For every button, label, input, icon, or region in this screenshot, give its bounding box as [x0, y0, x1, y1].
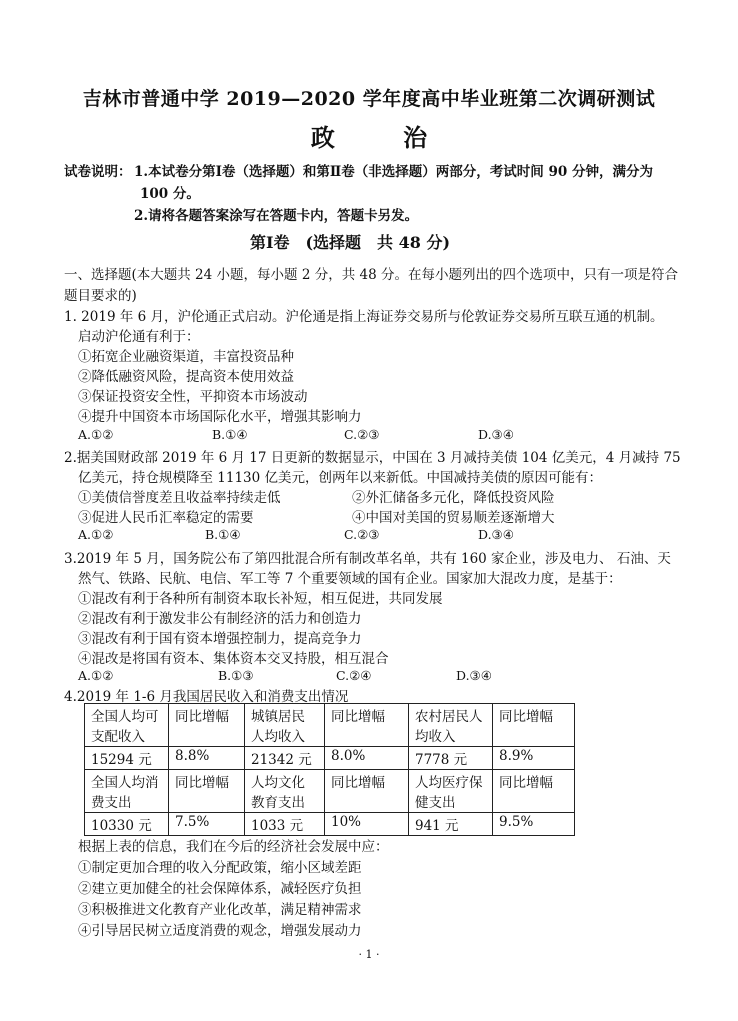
table-cell: 农村居民人均收入 [409, 704, 493, 747]
q3-option-a: A.①② [78, 668, 114, 683]
q2-item: ③促进人民币汇率稳定的需要 [78, 510, 254, 526]
q2-option-c: C.②③ [344, 527, 380, 542]
table-row [85, 770, 575, 813]
q4-item: ④引导居民树立适度消费的观念，增强发展动力 [78, 923, 362, 939]
q1-stem-cont: 启动沪伦通有利于： [78, 329, 200, 345]
q1-option-d: D.③④ [478, 427, 514, 442]
q3-stem-cont: 然气、铁路、民航、电信、军工等 7 个重要领域的国有企业。国家加大混改力度，是基于： [78, 571, 622, 587]
table-cell: 9.5% [493, 813, 575, 836]
table-cell: 7778 元 [409, 747, 493, 770]
q1-item: ③保证投资安全性，平抑资本市场波动 [78, 389, 308, 405]
q2-stem: 2.据美国财政部 2019 年 6 月 17 日更新的数据显示，中国在 3 月减持美债 104 亿美元，4 月减持 75 [64, 450, 681, 466]
table-cell: 人均医疗保健支出 [409, 770, 493, 813]
q4-stem: 4.2019 年 1-6 月我国居民收入和消费支出情况 [64, 689, 349, 705]
q3-item: ④混改是将国有资本、集体资本交叉持股，相互混合 [78, 651, 389, 667]
q2-option-a: A.①② [78, 527, 114, 542]
table-cell: 1033 元 [245, 813, 325, 836]
table-row [85, 704, 575, 747]
table-cell: 全国人均可支配收入 [85, 704, 169, 747]
q1-item: ②降低融资风险，提高资本使用效益 [78, 369, 294, 385]
q1-item: ④提升中国资本市场国际化水平，增强其影响力 [78, 409, 362, 425]
table-cell: 人均文化教育支出 [245, 770, 325, 813]
section-intro-cont: 题目要求的) [64, 288, 137, 304]
instructions-label: 试卷说明： [64, 164, 132, 180]
q2-stem-cont: 亿美元，持仓规模降至 11130 亿美元，创两年以来新低。中国减持美债的原因可能有： [78, 470, 603, 486]
instruction-item-1: 1.本试卷分第Ⅰ卷（选择题）和第Ⅱ卷（非选择题）两部分，考试时间 90 分钟，满分为 [134, 164, 653, 180]
table-row [85, 813, 575, 836]
table-cell: 941 元 [409, 813, 493, 836]
q1-option-a: A.①② [78, 427, 114, 442]
q2-item: ②外汇储备多元化，降低投资风险 [352, 490, 555, 506]
q1-item: ①拓宽企业融资渠道，丰富投资品种 [78, 349, 294, 365]
q1-option-c: C.②③ [344, 427, 380, 442]
table-cell: 同比增幅 [169, 770, 245, 813]
table-cell: 全国人均消费支出 [85, 770, 169, 813]
q3-stem: 3.2019 年 5 月，国务院公布了第四批混合所有制改革名单，共有 160 家企业，涉及电力、 石油、天 [64, 551, 671, 567]
q2-option-d: D.③④ [478, 527, 514, 542]
q3-item: ①混改有利于各种所有制资本取长补短，相互促进，共同发展 [78, 591, 443, 607]
table-cell: 同比增幅 [493, 704, 575, 747]
instruction-item-1-cont: 100 分。 [140, 186, 200, 202]
table-cell: 同比增幅 [325, 704, 409, 747]
q3-option-d: D.③④ [456, 668, 492, 683]
table-cell: 同比增幅 [169, 704, 245, 747]
section-intro: 一、选择题(本大题共 24 小题，每小题 2 分，共 48 分。在每小题列出的四个选项中，只有一项是符合 [64, 267, 678, 283]
instruction-item-2: 2.请将各题答案涂写在答题卡内，答题卡另发。 [134, 208, 419, 224]
q4-item: ①制定更加合理的收入分配政策，缩小区域差距 [78, 860, 362, 876]
table-cell: 8.9% [493, 747, 575, 770]
table-cell: 7.5% [169, 813, 245, 836]
q4-item: ③积极推进文化教育产业化改革，满足精神需求 [78, 902, 362, 918]
q2-item: ①美债信誉度差且收益率持续走低 [78, 490, 281, 506]
table-cell: 城镇居民人均收入 [245, 704, 325, 747]
table-cell: 8.8% [169, 747, 245, 770]
q1-option-b: B.①④ [212, 427, 248, 442]
table-cell: 15294 元 [85, 747, 169, 770]
table-cell: 21342 元 [245, 747, 325, 770]
exam-title: 吉林市普通中学 2019—2020 学年度高中毕业班第二次调研测试 [82, 88, 656, 110]
q4-question: 根据上表的信息，我们在今后的经济社会发展中应： [78, 839, 389, 855]
q2-item: ④中国对美国的贸易顺差逐渐增大 [352, 510, 555, 526]
q3-option-c: C.②④ [336, 668, 372, 683]
subject-title: 政 治 [310, 123, 458, 152]
section-title: 第Ⅰ卷 (选择题 共 48 分) [250, 233, 451, 252]
q3-option-b: B.①③ [218, 668, 254, 683]
q4-item: ②建立更加健全的社会保障体系，减轻医疗负担 [78, 881, 362, 897]
q2-option-b: B.①④ [205, 527, 241, 542]
table-cell: 同比增幅 [493, 770, 575, 813]
table-cell: 同比增幅 [325, 770, 409, 813]
q3-item: ③混改有利于国有资本增强控制力，提高竞争力 [78, 631, 362, 647]
page-number: · 1 · [358, 948, 380, 961]
table-row [85, 747, 575, 770]
q3-item: ②混改有利于激发非公有制经济的活力和创造力 [78, 611, 362, 627]
table-cell: 8.0% [325, 747, 409, 770]
table-cell: 10330 元 [85, 813, 169, 836]
table-cell: 10% [325, 813, 409, 836]
income-consumption-table [84, 703, 575, 836]
q1-stem: 1. 2019 年 6 月，沪伦通正式启动。沪伦通是指上海证券交易所与伦敦证券交易所互联互通的机制。 [64, 309, 664, 325]
